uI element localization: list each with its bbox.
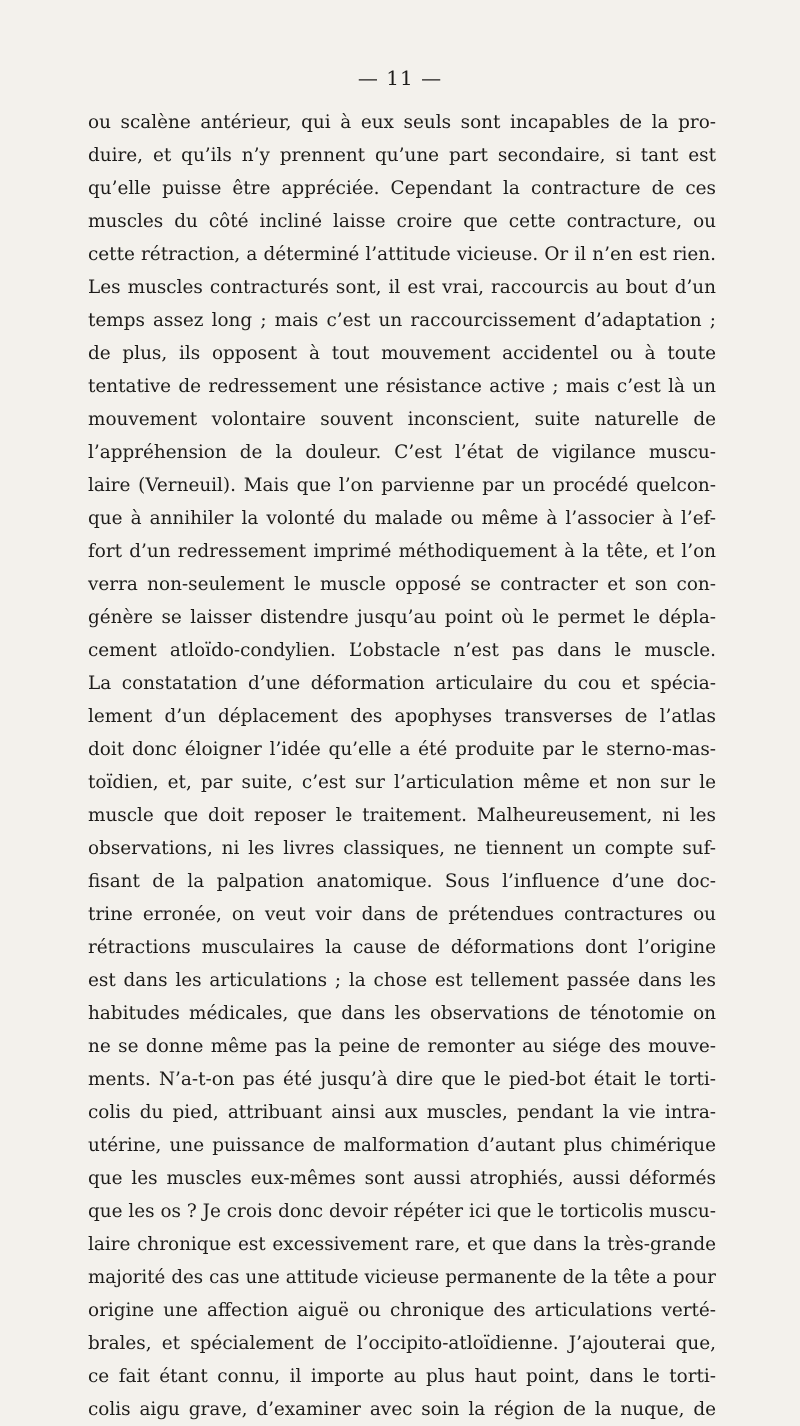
text-line: La constatation d’une déformation articulaire du cou et spécia- [88,673,716,694]
page-number: — 11 — [357,66,443,90]
text-line: muscles du côté incliné laisse croire que cette contracture, ou [88,211,716,232]
text-line: utérine, une puissance de malformation d’autant plus chimérique [88,1135,716,1156]
text-line: duire, et qu’ils n’y prennent qu’une part secondaire, si tant est [88,145,716,166]
text-line: que les os ? Je crois donc devoir répéter ici que le torticolis muscu- [88,1201,716,1222]
text-line: trine erronée, on veut voir dans de prétendues contractures ou [88,904,716,925]
text-line: fisant de la palpation anatomique. Sous l’influence d’une doc- [88,871,716,892]
text-line: ou scalène antérieur, qui à eux seuls sont incapables de la pro- [88,112,716,133]
text-line: ne se donne même pas la peine de remonter au siége des mouve- [88,1036,716,1057]
text-line: muscle que doit reposer le traitement. Malheureusement, ni les [88,805,716,826]
text-line: doit donc éloigner l’idée qu’elle a été produite par le sterno-mas- [88,739,716,760]
text-line: lement d’un déplacement des apophyses transverses de l’atlas [88,706,716,727]
text-line: majorité des cas une attitude vicieuse permanente de la tête a pour [88,1267,716,1288]
text-line: temps assez long ; mais c’est un raccourcissement d’adaptation ; [88,310,716,331]
text-line: cette rétraction, a déterminé l’attitude vicieuse. Or il n’en est rien. [88,244,716,265]
text-line: rétractions musculaires la cause de déformations dont l’origine [88,937,716,958]
text-line: observations, ni les livres classiques, ne tiennent un compte suf- [88,838,716,859]
body-text [88,106,716,1426]
text-line: cement atloïdo-condylien. L’obstacle n’est pas dans le muscle. [88,640,716,661]
text-line: colis du pied, attribuant ainsi aux muscles, pendant la vie intra- [88,1102,716,1123]
text-line: ce fait étant connu, il importe au plus haut point, dans le torti- [88,1366,716,1387]
text-line: laire chronique est excessivement rare, et que dans la très-grande [88,1234,716,1255]
text-line: l’appréhension de la douleur. C’est l’état de vigilance muscu- [88,442,716,463]
text-line: qu’elle puisse être appréciée. Cependant la contracture de ces [88,178,716,199]
text-line: Les muscles contracturés sont, il est vrai, raccourcis au bout d’un [88,277,716,298]
text-line: verra non-seulement le muscle opposé se contracter et son con- [88,574,716,595]
text-line: tentative de redressement une résistance active ; mais c’est là un [88,376,716,397]
text-line: brales, et spécialement de l’occipito-atloïdienne. J’ajouterai que, [88,1333,716,1354]
text-line: habitudes médicales, que dans les observations de ténotomie on [88,1003,716,1024]
text-line: toïdien, et, par suite, c’est sur l’articulation même et non sur le [88,772,716,793]
text-line: origine une affection aiguë ou chronique des articulations verté- [88,1300,716,1321]
text-line: génère se laisser distendre jusqu’au point où le permet le dépla- [88,607,716,628]
text-line: de plus, ils opposent à tout mouvement accidentel ou à toute [88,343,716,364]
text-line: que à annihiler la volonté du malade ou même à l’associer à l’ef- [88,508,716,529]
text-line: laire (Verneuil). Mais que l’on parvienne par un procédé quelcon- [88,475,716,496]
text-line: colis aigu grave, d’examiner avec soin la région de la nuque, de [88,1399,716,1420]
text-line: fort d’un redressement imprimé méthodiquement à la tête, et l’on [88,541,716,562]
text-line: ments. N’a-t-on pas été jusqu’à dire que le pied-bot était le torti- [88,1069,716,1090]
text-line: est dans les articulations ; la chose est tellement passée dans les [88,970,716,991]
text-line: mouvement volontaire souvent inconscient, suite naturelle de [88,409,716,430]
text-line: que les muscles eux-mêmes sont aussi atrophiés, aussi déformés [88,1168,716,1189]
